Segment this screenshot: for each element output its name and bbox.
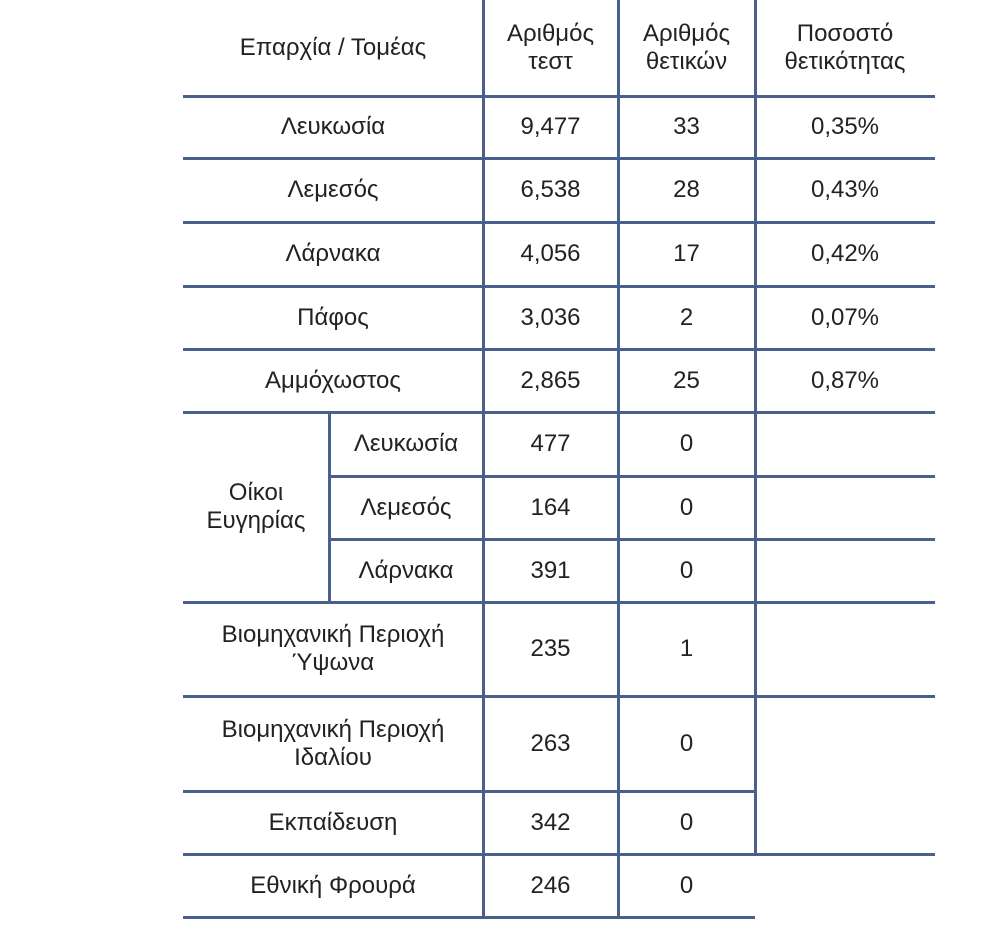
- care-home-name: Λάρνακα: [358, 556, 454, 584]
- row-divider: [183, 411, 935, 414]
- row-divider: [183, 916, 755, 919]
- care-home-tests: 477: [530, 430, 571, 457]
- header-tests: Αριθμός τεστ: [506, 20, 595, 75]
- district-positives: 17: [673, 240, 700, 267]
- district-positives: 28: [673, 176, 700, 203]
- row-divider: [183, 285, 935, 288]
- sector-tests: 263: [530, 729, 571, 757]
- sector-name: Εθνική Φρουρά: [250, 871, 416, 899]
- district-rate: 0,07%: [810, 303, 880, 331]
- care-home-positives: 0: [679, 430, 694, 457]
- header-positives: Αριθμός θετικών: [642, 20, 731, 75]
- district-rate: 0,35%: [810, 113, 880, 140]
- header-region: Επαρχία / Τομέας: [239, 34, 427, 61]
- care-home-tests: 391: [530, 556, 571, 584]
- row-divider: [183, 601, 935, 604]
- district-tests: 6,538: [520, 176, 581, 203]
- district-rate: 0,42%: [810, 240, 880, 267]
- row-divider: [183, 790, 755, 793]
- sector-positives: 0: [679, 729, 694, 757]
- row-divider: [183, 157, 935, 160]
- sector-name: Βιομηχανική Περιοχή Ιδαλίου: [221, 715, 445, 771]
- sector-positives: 0: [679, 871, 694, 899]
- column-divider: [482, 0, 485, 918]
- district-name: Λεμεσός: [287, 176, 379, 203]
- district-rate: 0,43%: [810, 176, 880, 203]
- header-rate: Ποσοστό θετικότητας: [784, 20, 906, 75]
- row-divider: [329, 538, 935, 541]
- district-positives: 25: [673, 366, 700, 394]
- district-name: Πάφος: [297, 303, 369, 331]
- district-rate: 0,87%: [810, 366, 880, 394]
- column-divider: [328, 412, 331, 602]
- sector-tests: 342: [530, 808, 571, 836]
- sector-tests: 246: [530, 871, 571, 899]
- row-divider: [183, 695, 935, 698]
- column-divider: [617, 0, 620, 918]
- sector-name: Εκπαίδευση: [268, 808, 398, 836]
- care-home-name: Λεμεσός: [360, 493, 452, 521]
- sector-tests: 235: [530, 635, 571, 662]
- district-tests: 9,477: [520, 113, 581, 140]
- row-divider: [329, 475, 935, 478]
- care-homes-label: Οίκοι Ευγηρίας: [206, 479, 306, 534]
- column-divider: [754, 0, 757, 854]
- district-tests: 4,056: [520, 240, 581, 267]
- district-tests: 3,036: [520, 303, 581, 331]
- row-divider: [183, 221, 935, 224]
- sector-positives: 1: [679, 635, 694, 662]
- row-divider: [183, 95, 935, 98]
- care-home-positives: 0: [679, 493, 694, 521]
- care-home-positives: 0: [679, 556, 694, 584]
- district-positives: 2: [679, 303, 694, 331]
- district-name: Λάρνακα: [285, 240, 381, 267]
- district-name: Αμμόχωστος: [265, 366, 401, 394]
- care-home-name: Λευκωσία: [353, 430, 459, 457]
- row-divider: [183, 853, 935, 856]
- district-positives: 33: [673, 113, 700, 140]
- district-tests: 2,865: [520, 366, 581, 394]
- row-divider: [183, 348, 935, 351]
- sector-name: Βιομηχανική Περιοχή Ύψωνα: [221, 621, 445, 676]
- care-home-tests: 164: [530, 493, 571, 521]
- sector-positives: 0: [679, 808, 694, 836]
- district-name: Λευκωσία: [280, 113, 386, 140]
